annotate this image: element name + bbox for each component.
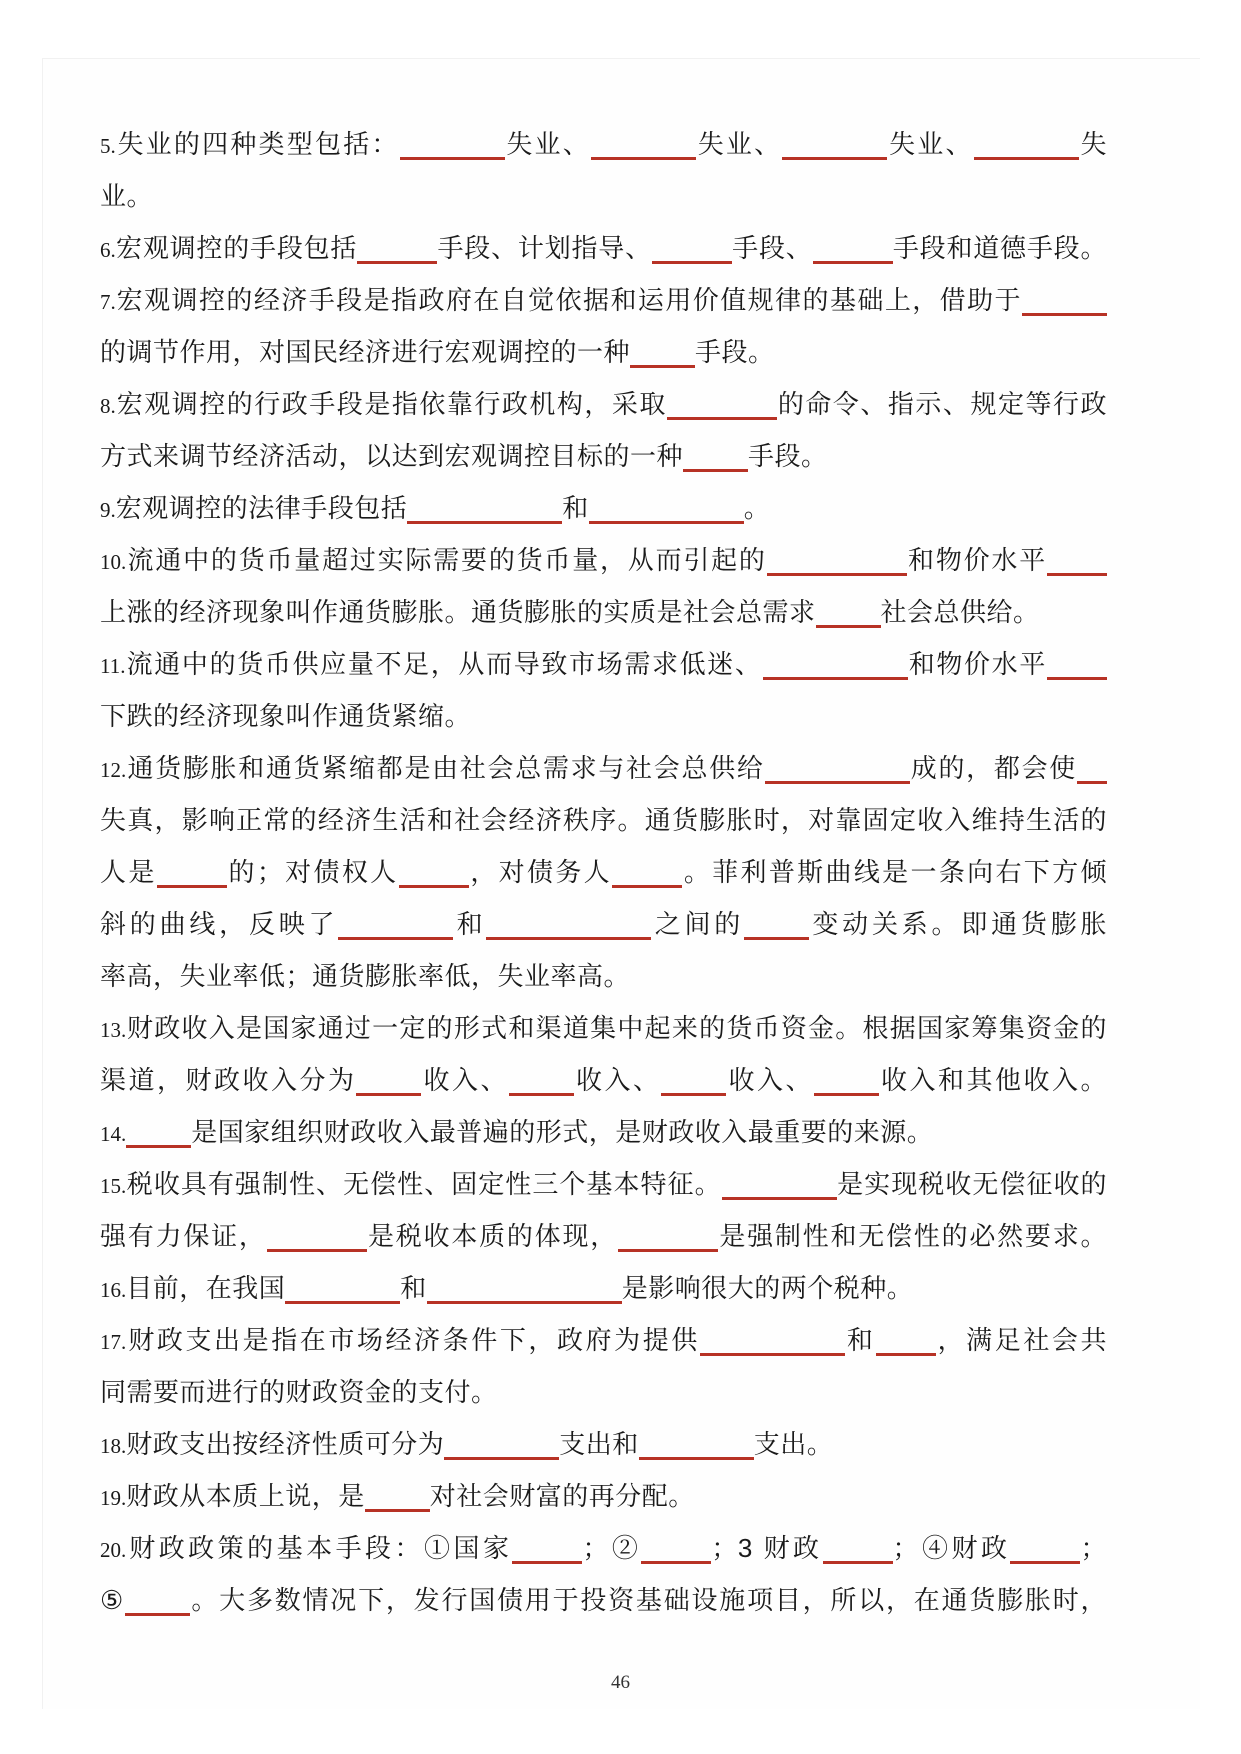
text-line	[100, 1366, 1107, 1418]
text-run: ；	[1080, 1533, 1107, 1563]
text-run: 渠道，财政收入分为	[100, 1065, 357, 1095]
text-run: 宏观调控的行政手段是指依靠行政机构，采取	[115, 389, 667, 419]
fill-in-blank	[400, 157, 505, 160]
text-run: 目前，在我国	[126, 1273, 286, 1303]
fill-in-blank	[683, 469, 748, 472]
text-line	[100, 690, 1107, 742]
text-run: 社会总供给。	[880, 597, 1040, 627]
text-run: 收入、	[421, 1065, 509, 1095]
fill-in-blank	[763, 677, 908, 680]
text-line	[100, 846, 1107, 898]
text-run: 是强制性和无偿性的必然要求。	[718, 1221, 1107, 1251]
text-line	[100, 482, 1107, 534]
text-run: 。大多数情况下，发行国债用于投资基础设施项目，所以，在通货膨胀时，	[190, 1585, 1107, 1615]
item-number: 15.	[100, 1174, 127, 1198]
fill-in-blank	[1022, 313, 1107, 316]
item-number: 12.	[100, 758, 127, 782]
text-line	[100, 430, 1107, 482]
item-number: 7.	[100, 290, 116, 314]
text-run: 流通中的货币量超过实际需要的货币量，从而引起的	[126, 545, 767, 575]
text-run: 是影响很大的两个税种。	[621, 1273, 914, 1303]
text-line	[100, 742, 1107, 794]
text-line	[100, 326, 1107, 378]
text-line	[100, 1314, 1107, 1366]
fill-in-blank	[356, 1093, 421, 1096]
text-line	[100, 170, 1107, 222]
fill-in-blank	[767, 573, 907, 576]
text-run: ⑤	[100, 1585, 126, 1615]
text-run: ；3 财政	[711, 1533, 823, 1563]
text-run: ，对债务人	[468, 857, 612, 887]
item-number: 10.	[100, 550, 127, 574]
text-run: 人是	[100, 857, 157, 887]
fill-in-blank	[1047, 573, 1107, 576]
fill-in-blank	[157, 885, 227, 888]
text-run: 的；对债权人	[226, 857, 399, 887]
text-run: 支出和	[559, 1429, 639, 1459]
text-line	[100, 1418, 1107, 1470]
text-line	[100, 1106, 1107, 1158]
text-line	[100, 1574, 1107, 1626]
fill-in-blank	[722, 1197, 837, 1200]
text-run: 和	[400, 1273, 427, 1303]
text-line	[100, 1470, 1107, 1522]
text-run: 支出。	[753, 1429, 834, 1459]
text-line	[100, 950, 1107, 1002]
text-run: 财政从本质上说，是	[126, 1481, 365, 1511]
text-run: 和	[453, 909, 487, 939]
text-run: 是实现税收无偿征收的	[836, 1169, 1107, 1199]
fill-in-blank	[630, 365, 695, 368]
text-run: 手段、	[731, 233, 813, 263]
fill-in-blank	[267, 1249, 367, 1252]
text-run: 和物价水平	[906, 545, 1047, 575]
text-run: 失业、	[696, 129, 783, 159]
item-number: 5.	[100, 134, 116, 158]
fill-in-blank	[782, 157, 887, 160]
text-run: 成的，都会使	[909, 753, 1077, 783]
text-run: 财政政策的基本手段：①国家	[126, 1533, 513, 1563]
fill-in-blank	[512, 1561, 582, 1564]
text-run: 强有力保证，	[100, 1221, 267, 1251]
fill-in-blank	[589, 521, 744, 524]
fill-in-blank	[641, 1561, 711, 1564]
text-run: 的命令、指示、规定等行政	[776, 389, 1107, 419]
text-run: 收入、	[726, 1065, 814, 1095]
fill-in-blank	[974, 157, 1079, 160]
text-line	[100, 534, 1107, 586]
text-run: 之间的	[651, 909, 745, 939]
fill-in-blank	[365, 1509, 430, 1512]
text-run: 流通中的货币供应量不足，从而导致市场需求低迷、	[125, 649, 763, 679]
fill-in-blank	[399, 885, 469, 888]
text-line	[100, 222, 1107, 274]
text-run: 收入和其他收入。	[878, 1065, 1107, 1095]
fill-in-blank	[509, 1093, 574, 1096]
item-number: 8.	[100, 394, 116, 418]
fill-in-blank	[744, 937, 809, 940]
text-run: 是国家组织财政收入最普遍的形式，是财政收入最重要的来源。	[191, 1117, 934, 1147]
text-run: 手段。	[748, 441, 828, 471]
text-run: 对社会财富的再分配。	[429, 1481, 695, 1511]
fill-in-blank	[823, 1561, 893, 1564]
text-run: 和	[562, 493, 589, 523]
text-run: 下跌的经济现象叫作通货紧缩。	[100, 701, 472, 731]
text-run: 斜的曲线，反映了	[100, 909, 339, 939]
text-run: 财政收入是国家通过一定的形式和渠道集中起来的货币资金。根据国家筹集资金的	[126, 1013, 1107, 1043]
text-line	[100, 794, 1107, 846]
text-line	[100, 638, 1107, 690]
fill-in-blank	[407, 521, 562, 524]
fill-in-blank	[338, 937, 453, 940]
text-run: ，满足社会共	[935, 1325, 1107, 1355]
fill-in-blank	[612, 885, 682, 888]
item-number: 20.	[100, 1538, 127, 1562]
text-run: 税收具有强制性、无偿性、固定性三个基本特征。	[126, 1169, 722, 1199]
text-run: 是税收本质的体现，	[366, 1221, 619, 1251]
text-run: 业。	[100, 181, 154, 211]
fill-in-blank	[126, 1145, 191, 1148]
text-line	[100, 118, 1107, 170]
fill-in-blank	[591, 157, 696, 160]
fill-in-blank	[618, 1249, 718, 1252]
text-run: 。菲利普斯曲线是一条向右下方倾	[682, 857, 1107, 887]
text-run: 失业、	[504, 129, 591, 159]
text-run: 失业、	[887, 129, 974, 159]
fill-in-blank	[285, 1301, 400, 1304]
fill-in-blank	[700, 1353, 845, 1356]
fill-in-blank	[427, 1301, 622, 1304]
item-number: 16.	[100, 1278, 127, 1302]
fill-in-blank	[639, 1457, 754, 1460]
text-run: 通货膨胀和通货紧缩都是由社会总需求与社会总供给	[126, 753, 765, 783]
document-body	[100, 118, 1107, 1626]
fill-in-blank	[652, 261, 732, 264]
text-run: 手段和道德手段。	[892, 233, 1107, 263]
text-line	[100, 586, 1107, 638]
item-number: 17.	[100, 1330, 127, 1354]
fill-in-blank	[813, 261, 893, 264]
text-line	[100, 1210, 1107, 1262]
item-number: 18.	[100, 1434, 127, 1458]
text-run: 宏观调控的经济手段是指政府在自觉依据和运用价值规律的基础上，借助于	[115, 285, 1022, 315]
text-line	[100, 1054, 1107, 1106]
item-number: 14.	[100, 1122, 127, 1146]
fill-in-blank	[876, 1353, 936, 1356]
text-run: 的调节作用，对国民经济进行宏观调控的一种	[100, 337, 631, 367]
text-run: 财政支出是指在市场经济条件下，政府为提供	[126, 1325, 700, 1355]
text-run: 变动关系。即通货膨胀	[809, 909, 1107, 939]
fill-in-blank	[1010, 1561, 1080, 1564]
text-line	[100, 1522, 1107, 1574]
text-line	[100, 898, 1107, 950]
fill-in-blank	[816, 625, 881, 628]
fill-in-blank	[125, 1613, 190, 1616]
item-number: 13.	[100, 1018, 127, 1042]
item-number: 11.	[100, 654, 126, 678]
item-number: 9.	[100, 498, 116, 522]
text-line	[100, 1002, 1107, 1054]
text-run: 失业的四种类型包括：	[115, 129, 400, 159]
text-run: 手段。	[695, 337, 775, 367]
text-run: 同需要而进行的财政资金的支付。	[100, 1377, 498, 1407]
text-run: 宏观调控的法律手段包括	[115, 493, 408, 523]
text-line	[100, 274, 1107, 326]
fill-in-blank	[661, 1093, 726, 1096]
text-line	[100, 1158, 1107, 1210]
text-line	[100, 378, 1107, 430]
page-number: 46	[611, 1672, 630, 1693]
text-run: 财政支出按经济性质可分为	[126, 1429, 445, 1459]
item-number: 6.	[100, 238, 116, 262]
text-run: ；④财政	[892, 1533, 1011, 1563]
text-run: 率高，失业率低；通货膨胀率低，失业率高。	[100, 961, 631, 991]
text-run: 。	[743, 493, 771, 523]
text-run: 手段、计划指导、	[437, 233, 652, 263]
text-run: 失	[1078, 129, 1107, 159]
fill-in-blank	[486, 937, 651, 940]
text-run: 收入、	[573, 1065, 662, 1095]
fill-in-blank	[1047, 677, 1107, 680]
text-run: 宏观调控的手段包括	[115, 233, 358, 263]
text-line	[100, 1262, 1107, 1314]
text-run: 上涨的经济现象叫作通货膨胀。通货膨胀的实质是社会总需求	[100, 597, 816, 627]
text-run: ；②	[582, 1533, 642, 1563]
text-run: 和物价水平	[907, 649, 1047, 679]
fill-in-blank	[667, 417, 777, 420]
fill-in-blank	[1077, 781, 1107, 784]
text-run: 失真，影响正常的经济生活和社会经济秩序。通货膨胀时，对靠固定收入维持生活的	[100, 805, 1107, 835]
fill-in-blank	[765, 781, 910, 784]
fill-in-blank	[814, 1093, 879, 1096]
fill-in-blank	[444, 1457, 559, 1460]
text-run: 方式来调节经济活动，以达到宏观调控目标的一种	[100, 441, 684, 471]
fill-in-blank	[357, 261, 437, 264]
text-run: 和	[844, 1325, 876, 1355]
item-number: 19.	[100, 1486, 127, 1510]
